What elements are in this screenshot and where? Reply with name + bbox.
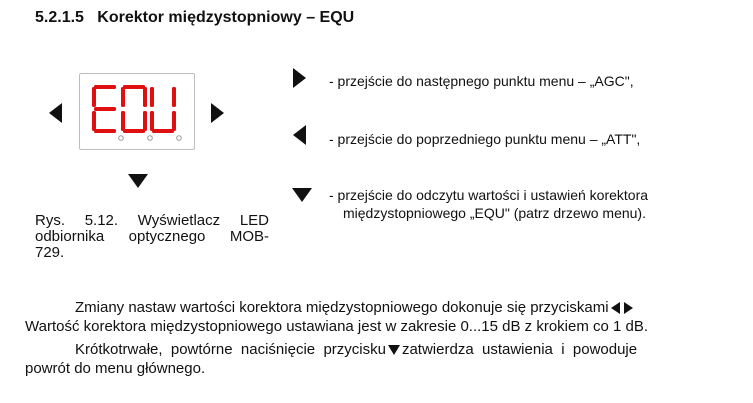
led-segment-d xyxy=(123,129,145,133)
led-segment-b xyxy=(143,87,147,107)
legend-prev: - przejście do poprzedniego punktu menu – „ATT", xyxy=(329,131,641,147)
legend-down-line1: - przejście do odczytu wartości i ustawień korektora xyxy=(329,187,649,203)
led-segment-g xyxy=(94,107,116,111)
body-paragraph-2: Wartość korektora międzystopniowego ustawiana jest w zakresie 0...15 dB z krokiem co 1 dB. xyxy=(25,318,649,335)
led-segment-e xyxy=(121,111,125,131)
decimal-point xyxy=(119,136,124,141)
down-triangle-icon xyxy=(388,345,400,355)
led-segment-c xyxy=(143,111,147,131)
right-triangle-icon xyxy=(624,302,633,314)
section-heading: 5.2.1.5 Korektor międzystopniowy – EQU xyxy=(35,9,355,26)
body-text: Krótkotrwałe, powtórne naciśnięcie przycisku xyxy=(75,341,386,358)
led-segment-f xyxy=(92,87,96,107)
figure-caption xyxy=(35,213,269,261)
body-paragraph-1 xyxy=(75,299,635,317)
down-triangle-icon xyxy=(128,174,148,188)
left-triangle-icon xyxy=(49,103,62,123)
led-segment-f xyxy=(121,87,125,107)
led-digits xyxy=(80,74,194,149)
caption-line: odbiornika optycznego MOB- xyxy=(35,228,269,245)
body-text: Zmiany nastaw wartości korektora międzystopniowego dokonuje się przyciskami xyxy=(75,299,609,316)
led-segment-a xyxy=(94,85,116,89)
legend-next: - przejście do następnego punktu menu – „AGC", xyxy=(329,73,634,89)
caption-line: Rys. 5.12. Wyświetlacz LED xyxy=(35,212,269,229)
legend-down-line2: międzystopniowego „EQU" (patrz drzewo menu). xyxy=(343,205,646,221)
led-segment-d xyxy=(94,129,116,133)
left-triangle-icon xyxy=(293,125,306,145)
body-text: zatwierdza ustawienia i powoduje xyxy=(401,341,638,358)
decimal-point xyxy=(177,136,182,141)
left-triangle-icon xyxy=(611,302,620,314)
led-segment-d xyxy=(152,129,174,133)
led-segment-f xyxy=(150,87,154,107)
led-segment-e xyxy=(92,111,96,131)
led-segment-a xyxy=(123,85,145,89)
body-paragraph-4: powrót do menu głównego. xyxy=(25,360,206,377)
body-paragraph-3 xyxy=(75,341,637,359)
caption-line: 729. xyxy=(35,244,65,261)
led-segment-c xyxy=(172,111,176,131)
right-triangle-icon xyxy=(293,68,306,88)
led-segment-e xyxy=(150,111,154,131)
down-triangle-icon xyxy=(292,188,312,202)
decimal-point xyxy=(148,136,153,141)
right-triangle-icon xyxy=(211,103,224,123)
led-display xyxy=(79,73,195,150)
led-segment-b xyxy=(172,87,176,107)
